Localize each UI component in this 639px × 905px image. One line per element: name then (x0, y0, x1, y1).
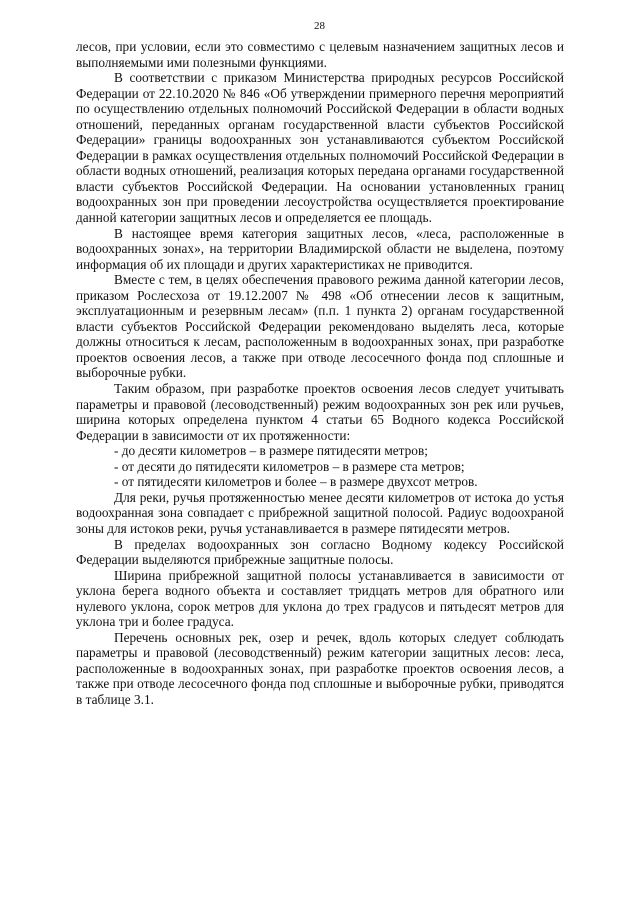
paragraph: В соответствии с приказом Министерства природных ресурсов Российской Федерации от 22.10.2020 № 846 «Об утверждении примерного перечня мероприятий по осуществлению отдельных полномочий Российской Федерации в области водных отношений, переданных органам государственной власти субъектов Российской Федерации» границы водоохранных зон устанавливаются субъектом Российской Федерации в рамках осуществления отдельных полномочий Российской Федерации в области водных отношений, реализация которых передана органами государственной власти субъектов Российской Федерации. На основании установленных границ водоохранных зон при проведении лесоустройства осуществляется проектирование данной категории защитных лесов и определяется ее площадь. (76, 70, 564, 226)
page-body (76, 39, 564, 708)
paragraph: Вместе с тем, в целях обеспечения правового режима данной категории лесов, приказом Рослесхоза от 19.12.2007 № 498 «Об отнесении лесов к защитным, эксплуатационным и резервным лесам» (п.п. 1 пункта 2) органам государственной власти субъектов Российской Федерации рекомендовано выделять леса, которые должны относиться к лесам, расположенным в водоохранных зонах, при разработке проектов освоения лесов, а также при отводе лесосечного фонда под сплошные и выборочные рубки. (76, 272, 564, 381)
paragraph: Перечень основных рек, озер и речек, вдоль которых следует соблюдать параметры и правовой (лесоводственный) режим категории защитных лесов: леса, расположенные в водоохранных зонах, при разработке проектов освоения лесов, а также при отводе лесосечного фонда под сплошные и выборочные рубки, приводятся в таблице 3.1. (76, 629, 564, 707)
paragraph: Для реки, ручья протяженностью менее десяти километров от истока до устья водоохранная зона совпадает с прибрежной защитной полосой. Радиус водоохраной зоны для истоков реки, ручья устанавливается в размере пятидесяти метров. (76, 489, 564, 536)
paragraph: Таким образом, при разработке проектов освоения лесов следует учитывать параметры и правовой (лесоводственный) режим водоохранных зон рек или ручьев, ширина которых определена пунктом 4 статьи 65 Водного кодекса Российской Федерации в зависимости от их протяженности: (76, 381, 564, 443)
paragraph: В пределах водоохранных зон согласно Водному кодексу Российской Федерации выделяются прибрежные защитные полосы. (76, 536, 564, 568)
list-item: - от пятидесяти километров и более – в размере двухсот метров. (114, 474, 478, 490)
list-item: - от десяти до пятидесяти километров – в размере ста метров; (114, 458, 465, 474)
paragraph: лесов, при условии, если это совместимо с целевым назначением защитных лесов и выполняемыми ими полезными функциями. (76, 39, 564, 70)
paragraph: В настоящее время категория защитных лесов, «леса, расположенные в водоохранных зонах», на территории Владимирской области не выделена, поэтому информация об их площади и других характеристиках не приводится. (76, 225, 564, 272)
paragraph: Ширина прибрежной защитной полосы устанавливается в зависимости от уклона берега водного объекта и составляет тридцать метров для обратного или нулевого уклона, сорок метров для уклона до трех градусов и пятьдесят метров для уклона три и более градуса. (76, 567, 564, 630)
page-number: 28 (314, 20, 325, 32)
list-item: - до десяти километров – в размере пятидесяти метров; (114, 443, 428, 459)
